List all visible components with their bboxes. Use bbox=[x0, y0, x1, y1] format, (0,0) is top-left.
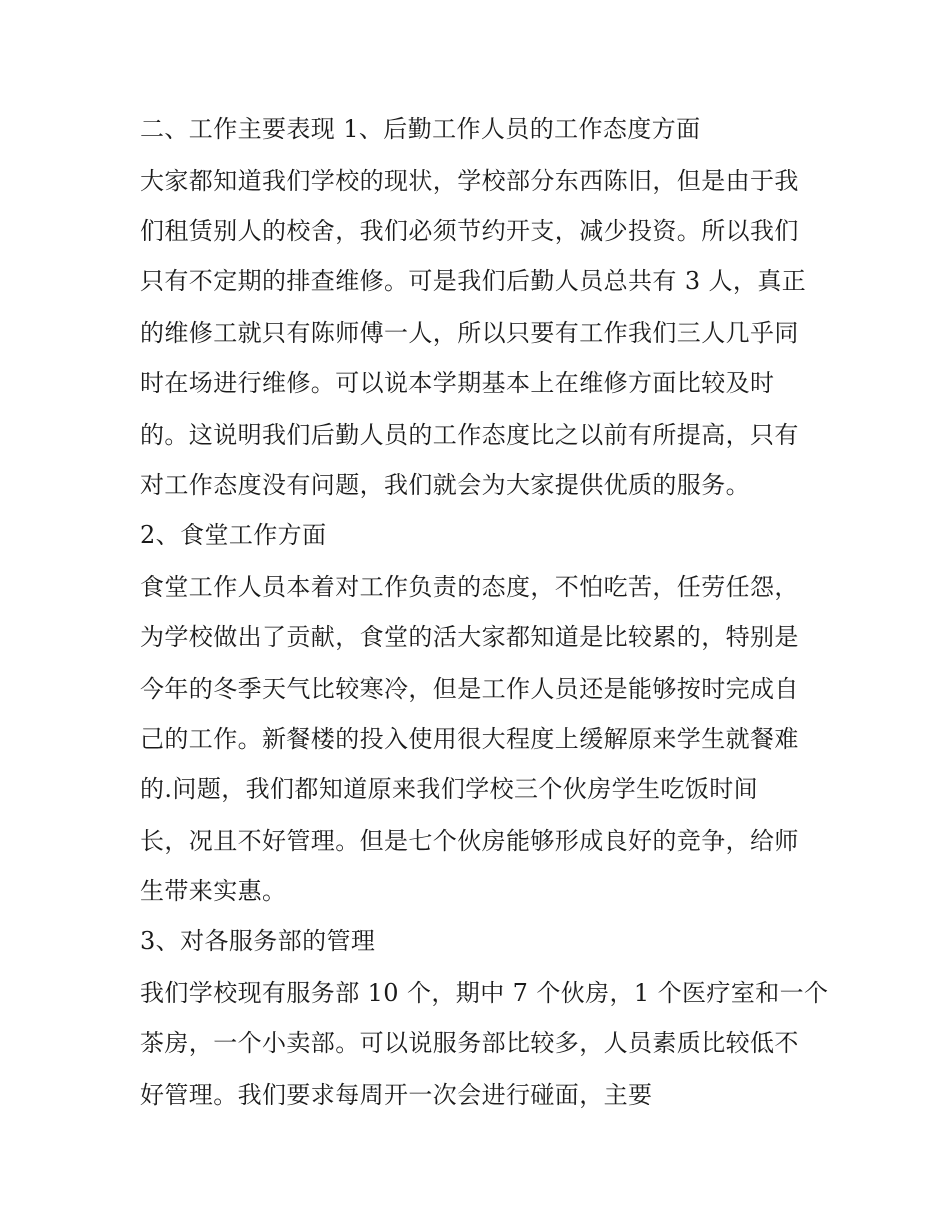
section-heading: 2、食堂工作方面 bbox=[140, 521, 327, 549]
paragraph-line: 今年的冬季天气比较寒冷，但是工作人员还是能够按时完成自 bbox=[140, 675, 799, 703]
paragraph-line: 们租赁别人的校舍，我们必须节约开支，减少投资。所以我们 bbox=[140, 217, 799, 245]
paragraph-line: 的.问题，我们都知道原来我们学校三个伙房学生吃饭时间 bbox=[140, 775, 759, 803]
paragraph-line: 己的工作。新餐楼的投入使用很大程度上缓解原来学生就餐难 bbox=[140, 725, 799, 753]
paragraph-line: 只有不定期的排查维修。可是我们后勤人员总共有 3 人，真正 bbox=[140, 267, 807, 295]
section-heading: 3、对各服务部的管理 bbox=[140, 927, 376, 955]
paragraph-line: 对工作态度没有问题，我们就会为大家提供优质的服务。 bbox=[140, 471, 750, 499]
paragraph-line: 生带来实惠。 bbox=[140, 877, 287, 905]
paragraph-line: 好管理。我们要求每周开一次会进行碰面，主要 bbox=[140, 1081, 653, 1109]
paragraph-line: 食堂工作人员本着对工作负责的态度，不怕吃苦，任劳任怨， bbox=[140, 573, 799, 601]
paragraph-line: 大家都知道我们学校的现状，学校部分东西陈旧，但是由于我 bbox=[140, 167, 799, 195]
paragraph-line: 长，况且不好管理。但是七个伙房能够形成良好的竞争，给师 bbox=[140, 827, 799, 855]
paragraph-line: 时在场进行维修。可以说本学期基本上在维修方面比较及时 bbox=[140, 369, 775, 397]
paragraph-line: 茶房，一个小卖部。可以说服务部比较多，人员素质比较低不 bbox=[140, 1029, 799, 1057]
paragraph-line: 为学校做出了贡献，食堂的活大家都知道是比较累的，特别是 bbox=[140, 623, 799, 651]
section-heading: 二、工作主要表现 1、后勤工作人员的工作态度方面 bbox=[140, 115, 701, 143]
paragraph-line: 我们学校现有服务部 10 个，期中 7 个伙房，1 个医疗室和一个 bbox=[140, 979, 829, 1007]
paragraph-line: 的维修工就只有陈师傅一人，所以只要有工作我们三人几乎同 bbox=[140, 319, 799, 347]
paragraph-line: 的。这说明我们后勤人员的工作态度比之以前有所提高，只有 bbox=[140, 421, 799, 449]
